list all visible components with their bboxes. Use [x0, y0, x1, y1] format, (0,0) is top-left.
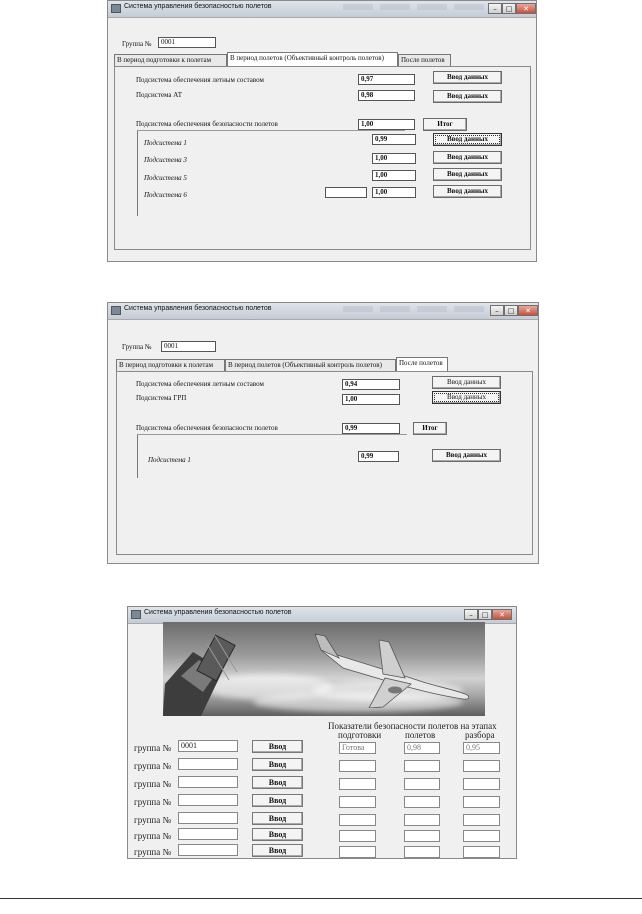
- debriefing-value[interactable]: [463, 796, 500, 808]
- group-bracket-top: [137, 130, 405, 131]
- total-label: Подсистема обеспечения безопасности полетов: [136, 120, 278, 128]
- group-label: группа №: [134, 831, 172, 841]
- flights-value[interactable]: [404, 778, 440, 790]
- group-label: группа №: [134, 779, 172, 789]
- airplane-icon: [313, 628, 483, 708]
- flights-value[interactable]: [404, 846, 440, 858]
- app-icon: [111, 306, 121, 315]
- group-input[interactable]: [178, 794, 238, 806]
- data-entry-button[interactable]: Ввод данных: [433, 151, 502, 164]
- group-input[interactable]: [178, 776, 238, 788]
- app-icon: [131, 610, 141, 619]
- preparation-value[interactable]: Готова: [339, 742, 376, 754]
- row-value[interactable]: 0,94: [342, 379, 400, 390]
- total-value[interactable]: 1,00: [358, 119, 415, 130]
- group-input[interactable]: 0001: [161, 341, 216, 352]
- preparation-value[interactable]: [339, 814, 376, 826]
- group-input[interactable]: [178, 844, 238, 856]
- debriefing-value[interactable]: 0,95: [463, 742, 500, 754]
- data-entry-button[interactable]: Ввод данных: [433, 168, 502, 181]
- subsystem-value[interactable]: 0,99: [358, 451, 399, 462]
- row-label: Подсистема обеспечения летным составом: [136, 380, 264, 388]
- group-input[interactable]: 0001: [158, 37, 216, 48]
- preparation-value[interactable]: [339, 796, 376, 808]
- data-entry-button[interactable]: Ввод данных: [433, 90, 502, 103]
- enter-button[interactable]: Ввод: [252, 812, 303, 825]
- tab-panel: [114, 66, 531, 250]
- window-2: [107, 302, 539, 564]
- window-3-title: Система управления безопасностью полетов: [144, 609, 292, 616]
- flights-value[interactable]: [404, 796, 440, 808]
- window-3: [127, 606, 517, 859]
- tab-panel: [116, 371, 533, 555]
- column-header-debriefing: разбора: [465, 730, 495, 740]
- flights-value[interactable]: [404, 760, 440, 772]
- close-icon[interactable]: ✕: [516, 3, 536, 14]
- debriefing-value[interactable]: [463, 778, 500, 790]
- group-label: группа №: [134, 743, 172, 753]
- tab-flights[interactable]: В период полетов (Объективный контроль полетов): [227, 52, 398, 66]
- column-header-flights: полетов: [405, 730, 436, 740]
- subsystem-label: Подсистема 6: [144, 191, 187, 199]
- close-icon[interactable]: ✕: [518, 305, 538, 316]
- tab-preparation[interactable]: В период подготовки к полетам: [114, 54, 227, 66]
- total-value[interactable]: 0,99: [342, 423, 400, 434]
- satellite-icon: [163, 622, 273, 716]
- group-label: Группа №: [122, 40, 152, 48]
- data-entry-button[interactable]: Ввод данных: [433, 71, 502, 84]
- group-bracket-line: [137, 434, 138, 478]
- subsystem-label: Подсистема 5: [144, 174, 187, 182]
- tab-preparation[interactable]: В период подготовки к полетам: [116, 359, 225, 371]
- minimize-icon[interactable]: –: [464, 609, 478, 620]
- minimize-icon[interactable]: –: [488, 3, 502, 14]
- indicators-heading: Показатели безопасности полетов на этапах: [328, 721, 497, 731]
- data-entry-button[interactable]: Ввод данных: [432, 449, 501, 462]
- window-2-title: Система управления безопасностью полетов: [124, 305, 272, 312]
- group-bracket-line: [137, 130, 138, 216]
- total-label: Подсистема обеспечения безопасности полетов: [136, 424, 278, 432]
- enter-button[interactable]: Ввод: [252, 776, 303, 789]
- flights-value[interactable]: [404, 830, 440, 842]
- preparation-value[interactable]: [339, 830, 376, 842]
- maximize-icon[interactable]: □: [478, 609, 492, 620]
- data-entry-button[interactable]: Ввод данных: [433, 133, 502, 146]
- enter-button[interactable]: Ввод: [252, 740, 303, 753]
- group-bracket-top: [137, 434, 407, 435]
- debriefing-value[interactable]: [463, 760, 500, 772]
- debriefing-value[interactable]: [463, 814, 500, 826]
- group-input[interactable]: [178, 812, 238, 824]
- subsystem-label: Подсистема 3: [144, 156, 187, 164]
- group-label: группа №: [134, 815, 172, 825]
- window-1-titlebar[interactable]: [108, 1, 536, 18]
- group-label: Группа №: [122, 343, 152, 351]
- subsystem-extra-input[interactable]: [325, 187, 367, 198]
- total-button[interactable]: Итог: [423, 118, 467, 131]
- preparation-value[interactable]: [339, 760, 376, 772]
- row-value[interactable]: 1,00: [342, 394, 400, 405]
- preparation-value[interactable]: [339, 778, 376, 790]
- preparation-value[interactable]: [339, 846, 376, 858]
- tab-flights[interactable]: В период полетов (Объективный контроль полетов): [225, 359, 396, 371]
- flights-value[interactable]: [404, 814, 440, 826]
- minimize-icon[interactable]: –: [490, 305, 504, 316]
- group-input[interactable]: [178, 758, 238, 770]
- subsystem-value[interactable]: 0,99: [372, 134, 416, 145]
- enter-button[interactable]: Ввод: [252, 758, 303, 771]
- maximize-icon[interactable]: □: [502, 3, 516, 14]
- window-1: [107, 0, 537, 262]
- maximize-icon[interactable]: □: [504, 305, 518, 316]
- debriefing-value[interactable]: [463, 846, 500, 858]
- subsystem-value[interactable]: 1,00: [372, 170, 416, 181]
- subsystem-value[interactable]: 1,00: [372, 187, 416, 198]
- row-value[interactable]: 0,98: [358, 90, 415, 101]
- window-2-titlebar[interactable]: [108, 303, 538, 320]
- row-value[interactable]: 0,97: [358, 74, 415, 85]
- row-label: Подсистема обеспечения летным составом: [136, 76, 264, 84]
- enter-button[interactable]: Ввод: [252, 794, 303, 807]
- page-bottom-rule: [0, 898, 642, 899]
- enter-button[interactable]: Ввод: [252, 828, 303, 841]
- row-label: Подсистема ГРП: [136, 394, 187, 402]
- total-button[interactable]: Итог: [413, 422, 447, 435]
- subsystem-label: Подсистема 1: [144, 139, 187, 147]
- tab-after-flights[interactable]: После полетов: [396, 357, 448, 371]
- airplane-banner-image: [163, 622, 485, 716]
- flights-value[interactable]: 0,98: [404, 742, 440, 754]
- group-label: группа №: [134, 847, 172, 857]
- debriefing-value[interactable]: [463, 830, 500, 842]
- window-1-title: Система управления безопасностью полетов: [124, 3, 272, 10]
- data-entry-button[interactable]: Ввод данных: [433, 185, 502, 198]
- close-icon[interactable]: ✕: [492, 609, 512, 620]
- group-input[interactable]: 0001: [178, 740, 238, 752]
- column-header-preparation: подготовки: [338, 730, 382, 740]
- row-label: Подсистема АТ: [136, 91, 182, 99]
- enter-button[interactable]: Ввод: [252, 844, 303, 857]
- subsystem-value[interactable]: 1,00: [372, 153, 416, 164]
- data-entry-button[interactable]: Ввод данных: [432, 376, 501, 389]
- app-icon: [111, 4, 121, 13]
- group-label: группа №: [134, 797, 172, 807]
- subsystem-label: Подсистема 1: [148, 456, 191, 464]
- group-input[interactable]: [178, 828, 238, 840]
- data-entry-button[interactable]: Ввод данных: [432, 391, 501, 404]
- group-label: группа №: [134, 761, 172, 771]
- tab-after-flights[interactable]: После полетов: [398, 54, 451, 66]
